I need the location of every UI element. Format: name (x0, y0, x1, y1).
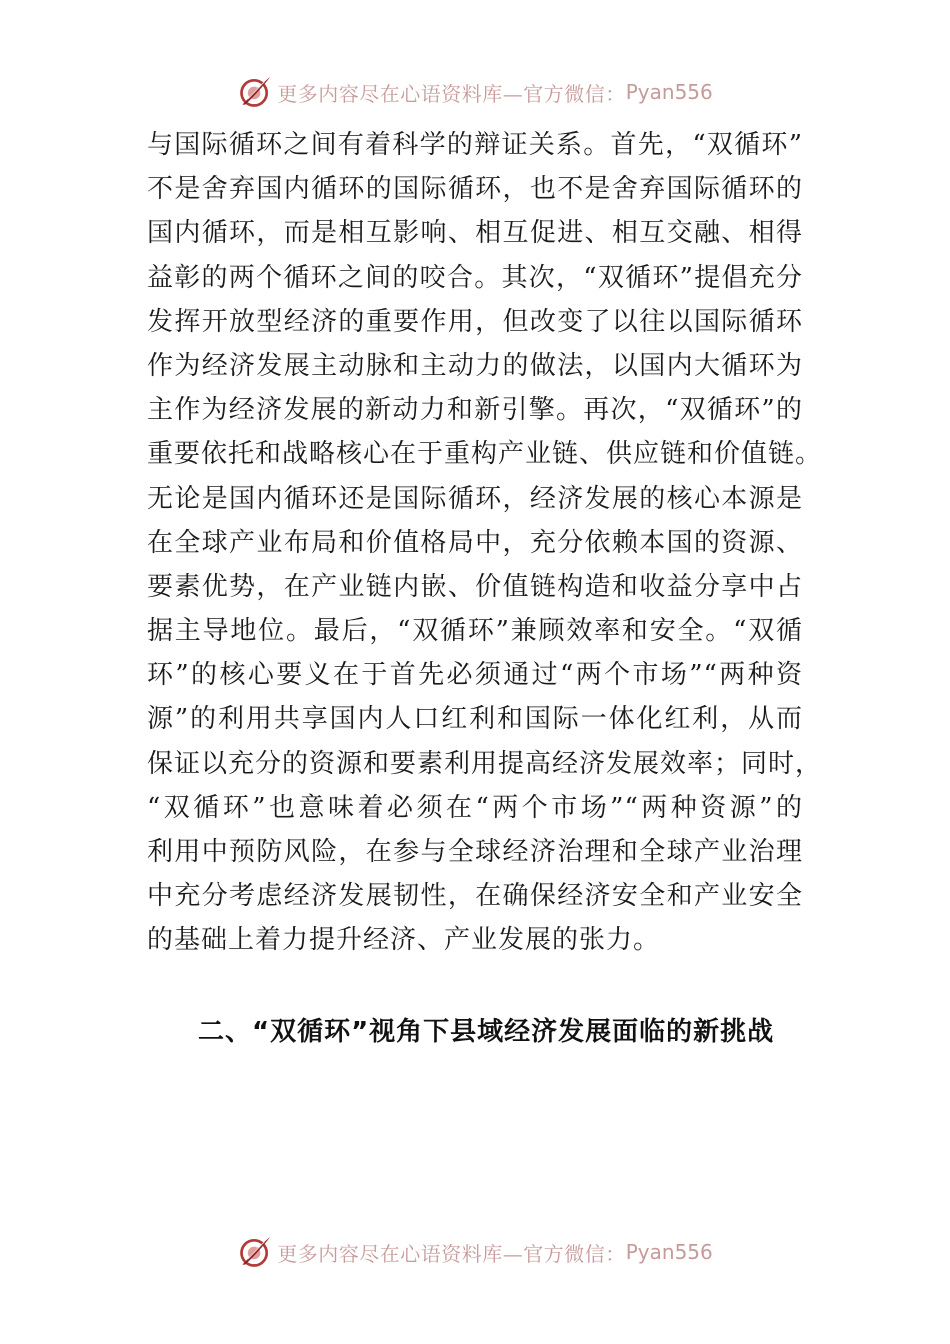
paragraph-line: 作为经济发展主动脉和主动力的做法，以国内大循环为 (147, 350, 803, 381)
paragraph-line: 保证以充分的资源和要素利用提高经济发展效率；同时， (147, 748, 823, 779)
paragraph-line: 中充分考虑经济发展韧性，在确保经济安全和产业安全 (147, 881, 803, 912)
paragraph-line: 与国际循环之间有着科学的辩证关系。首先，“双循环” (147, 130, 803, 160)
paragraph-line: 源”的利用共享国内人口红利和国际一体化红利，从而 (147, 704, 803, 735)
paragraph-line: 发挥开放型经济的重要作用，但改变了以往以国际循环 (147, 306, 803, 337)
paragraph-line: 据主导地位。最后，“双循环”兼顾效率和安全。“双循 (147, 616, 803, 647)
paragraph-line: “双循环”也意味着必须在“两个市场”“两种资源”的 (147, 792, 803, 823)
paragraph-line: 环”的核心要义在于首先必须通过“两个市场”“两种资 (147, 660, 803, 691)
paragraph-line: 益彰的两个循环之间的咬合。其次，“双循环”提倡充分 (147, 262, 803, 293)
quill-logo-icon (237, 1234, 273, 1270)
footer-watermark-text: 更多内容尽在心语资料库—官方微信： (277, 1241, 626, 1266)
paragraph-line: 无论是国内循环还是国际循环，经济发展的核心本源是 (147, 483, 803, 514)
header-watermark (0, 72, 950, 112)
quill-logo-icon (237, 74, 273, 110)
paragraph-line: 重要依托和战略核心在于重构产业链、供应链和价值链。 (147, 439, 823, 470)
header-watermark-text: 更多内容尽在心语资料库—官方微信： (277, 81, 626, 106)
body-paragraph (147, 123, 823, 963)
paragraph-line: 国内循环，而是相互影响、相互促进、相互交融、相得 (147, 218, 803, 249)
paragraph-line: 要素优势，在产业链内嵌、价值链构造和收益分享中占 (147, 571, 803, 602)
paragraph-line: 主作为经济发展的新动力和新引擎。再次，“双循环”的 (147, 395, 803, 426)
header-watermark-id: Pyan556 (625, 80, 713, 104)
section-heading: 二、“双循环”视角下县域经济发展面临的新挑战 (198, 1017, 775, 1047)
paragraph-line: 不是舍弃国内循环的国际循环，也不是舍弃国际循环的 (147, 174, 803, 205)
footer-watermark (0, 1232, 950, 1272)
paragraph-line: 利用中预防风险，在参与全球经济治理和全球产业治理 (147, 837, 803, 867)
paragraph-line: 在全球产业布局和价值格局中，充分依赖本国的资源、 (147, 527, 803, 558)
footer-watermark-id: Pyan556 (625, 1240, 713, 1264)
paragraph-line: 的基础上着力提升经济、产业发展的张力。 (147, 925, 661, 956)
